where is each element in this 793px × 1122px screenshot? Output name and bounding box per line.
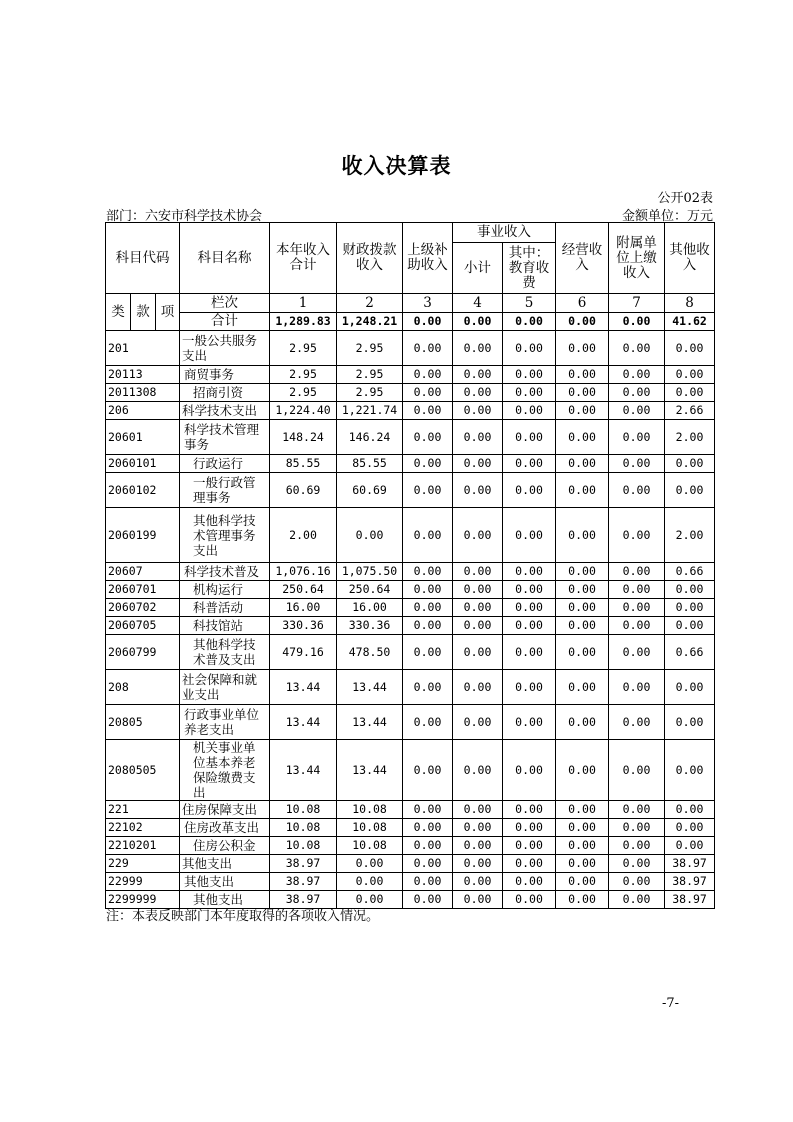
total-value: 0.00	[609, 313, 665, 331]
subject-name: 住房保障支出	[180, 801, 270, 819]
amount-cell: 2.00	[665, 508, 715, 563]
total-value: 0.00	[403, 313, 453, 331]
column-number: 7	[609, 294, 665, 313]
column-index-label: 栏次	[180, 294, 270, 313]
subject-code: 2060799	[106, 635, 180, 670]
amount-cell: 13.44	[270, 740, 337, 801]
header-affiliated-units: 附属单位上缴收入	[609, 223, 665, 294]
amount-cell: 0.00	[609, 599, 665, 617]
amount-cell: 85.55	[270, 455, 337, 473]
total-value: 0.00	[556, 313, 609, 331]
amount-cell: 0.00	[403, 599, 453, 617]
amount-cell: 0.00	[665, 801, 715, 819]
amount-cell: 0.00	[665, 705, 715, 740]
amount-cell: 0.00	[665, 599, 715, 617]
amount-cell: 0.00	[453, 508, 503, 563]
amount-cell: 478.50	[337, 635, 403, 670]
table-row	[106, 740, 715, 801]
amount-cell: 0.00	[453, 366, 503, 384]
total-value: 0.00	[453, 313, 503, 331]
subject-code: 20805	[106, 705, 180, 740]
amount-cell: 38.97	[270, 855, 337, 873]
subject-name: 一般行政管理事务	[180, 473, 270, 508]
amount-cell: 0.00	[609, 384, 665, 402]
form-number: 公开02表	[657, 191, 713, 206]
amount-cell: 0.00	[665, 331, 715, 366]
subject-code: 20113	[106, 366, 180, 384]
subject-name: 行政事业单位养老支出	[180, 705, 270, 740]
amount-cell: 0.00	[609, 801, 665, 819]
amount-cell: 0.00	[556, 384, 609, 402]
amount-cell: 0.00	[453, 873, 503, 891]
amount-cell: 0.00	[556, 855, 609, 873]
amount-cell: 0.00	[503, 563, 556, 581]
amount-cell: 250.64	[337, 581, 403, 599]
amount-cell: 0.00	[609, 581, 665, 599]
amount-cell: 13.44	[337, 705, 403, 740]
column-number: 8	[665, 294, 715, 313]
header-total-income: 本年收入合计	[270, 223, 337, 294]
subject-name: 其他支出	[180, 891, 270, 909]
amount-cell: 0.00	[453, 599, 503, 617]
amount-cell: 0.00	[665, 670, 715, 705]
amount-cell: 0.00	[609, 617, 665, 635]
subject-name: 其他科学技术普及支出	[180, 635, 270, 670]
subject-code: 201	[106, 331, 180, 366]
amount-cell: 0.00	[453, 384, 503, 402]
amount-cell: 38.97	[665, 855, 715, 873]
amount-cell: 0.00	[556, 473, 609, 508]
subject-code: 2060199	[106, 508, 180, 563]
header-other-income: 其他收入	[665, 223, 715, 294]
table-row	[106, 837, 715, 855]
amount-cell: 16.00	[337, 599, 403, 617]
amount-cell: 0.00	[665, 384, 715, 402]
amount-cell: 0.00	[665, 455, 715, 473]
amount-cell: 1,224.40	[270, 402, 337, 420]
subject-code: 20607	[106, 563, 180, 581]
header-lei: 类	[106, 294, 131, 331]
subject-code: 22999	[106, 873, 180, 891]
subject-name: 其他科学技术管理事务支出	[180, 508, 270, 563]
subject-name: 机构运行	[180, 581, 270, 599]
subject-code: 2080505	[106, 740, 180, 801]
amount-cell: 60.69	[337, 473, 403, 508]
subject-name: 科学技术支出	[180, 402, 270, 420]
amount-cell: 0.00	[665, 740, 715, 801]
amount-cell: 0.00	[556, 801, 609, 819]
amount-cell: 2.95	[270, 384, 337, 402]
amount-cell: 0.00	[453, 563, 503, 581]
amount-cell: 0.00	[556, 705, 609, 740]
amount-cell: 0.00	[453, 617, 503, 635]
subject-code: 22102	[106, 819, 180, 837]
amount-cell: 0.00	[403, 801, 453, 819]
amount-cell: 0.00	[403, 873, 453, 891]
header-kuan: 款	[131, 294, 156, 331]
amount-cell: 148.24	[270, 420, 337, 455]
amount-cell: 0.00	[403, 473, 453, 508]
amount-cell: 0.00	[665, 837, 715, 855]
column-number: 4	[453, 294, 503, 313]
amount-cell: 0.00	[403, 740, 453, 801]
total-row	[106, 313, 715, 331]
amount-unit-label: 金额单位：万元	[621, 209, 713, 224]
amount-cell: 0.00	[503, 508, 556, 563]
amount-cell: 0.00	[453, 420, 503, 455]
amount-cell: 10.08	[337, 819, 403, 837]
table-row	[106, 563, 715, 581]
amount-cell: 0.00	[609, 563, 665, 581]
amount-cell: 0.00	[453, 473, 503, 508]
amount-cell: 0.00	[403, 670, 453, 705]
amount-cell: 0.00	[556, 508, 609, 563]
column-number: 2	[337, 294, 403, 313]
amount-cell: 0.00	[337, 855, 403, 873]
subject-name: 住房公积金	[180, 837, 270, 855]
subject-name: 住房改革支出	[180, 819, 270, 837]
amount-cell: 0.00	[556, 635, 609, 670]
amount-cell: 0.00	[453, 331, 503, 366]
amount-cell: 0.00	[556, 599, 609, 617]
subject-code: 2060705	[106, 617, 180, 635]
amount-cell: 0.00	[609, 420, 665, 455]
amount-cell: 0.00	[556, 670, 609, 705]
table-row	[106, 617, 715, 635]
subject-code: 208	[106, 670, 180, 705]
amount-cell: 13.44	[270, 705, 337, 740]
amount-cell: 0.00	[453, 402, 503, 420]
amount-cell: 0.00	[556, 366, 609, 384]
amount-cell: 0.00	[503, 455, 556, 473]
subject-code: 2011308	[106, 384, 180, 402]
subject-name: 商贸事务	[180, 366, 270, 384]
table-row	[106, 599, 715, 617]
amount-cell: 0.00	[665, 581, 715, 599]
table-row	[106, 873, 715, 891]
amount-cell: 0.00	[337, 873, 403, 891]
table-row	[106, 705, 715, 740]
subject-code: 2299999	[106, 891, 180, 909]
header-subject-name: 科目名称	[180, 223, 270, 294]
amount-cell: 330.36	[337, 617, 403, 635]
subject-name: 科学技术管理事务	[180, 420, 270, 455]
amount-cell: 2.95	[270, 366, 337, 384]
amount-cell: 0.00	[503, 420, 556, 455]
total-value: 41.62	[665, 313, 715, 331]
amount-cell: 0.00	[556, 331, 609, 366]
department-label: 部门：六安市科学技术协会	[106, 209, 263, 224]
amount-cell: 0.00	[453, 740, 503, 801]
header-subtotal: 小计	[453, 243, 503, 294]
amount-cell: 1,075.50	[337, 563, 403, 581]
amount-cell: 0.00	[556, 837, 609, 855]
amount-cell: 0.00	[403, 855, 453, 873]
amount-cell: 0.00	[403, 705, 453, 740]
amount-cell: 0.00	[556, 873, 609, 891]
amount-cell: 0.00	[665, 366, 715, 384]
amount-cell: 2.66	[665, 402, 715, 420]
subject-name: 机关事业单位基本养老保险缴费支出	[180, 740, 270, 801]
amount-cell: 0.00	[453, 801, 503, 819]
amount-cell: 0.00	[556, 740, 609, 801]
amount-cell: 0.00	[503, 819, 556, 837]
amount-cell: 2.95	[337, 384, 403, 402]
subject-name: 招商引资	[180, 384, 270, 402]
column-number: 1	[270, 294, 337, 313]
subject-code: 2210201	[106, 837, 180, 855]
subject-code: 206	[106, 402, 180, 420]
amount-cell: 0.00	[609, 635, 665, 670]
amount-cell: 10.08	[337, 837, 403, 855]
table-row	[106, 366, 715, 384]
amount-cell: 0.00	[609, 819, 665, 837]
amount-cell: 13.44	[337, 740, 403, 801]
amount-cell: 38.97	[270, 891, 337, 909]
amount-cell: 38.97	[665, 873, 715, 891]
amount-cell: 0.00	[503, 384, 556, 402]
subject-name: 科学技术普及	[180, 563, 270, 581]
amount-cell: 0.00	[403, 563, 453, 581]
table-row	[106, 581, 715, 599]
table-row	[106, 855, 715, 873]
amount-cell: 0.00	[403, 402, 453, 420]
amount-cell: 0.00	[503, 331, 556, 366]
total-value: 0.00	[503, 313, 556, 331]
amount-cell: 0.66	[665, 635, 715, 670]
amount-cell: 0.00	[503, 617, 556, 635]
page-number: -7-	[662, 996, 680, 1011]
amount-cell: 0.00	[503, 891, 556, 909]
amount-cell: 2.00	[665, 420, 715, 455]
subject-code: 2060702	[106, 599, 180, 617]
amount-cell: 0.00	[609, 331, 665, 366]
amount-cell: 2.95	[337, 331, 403, 366]
table-row	[106, 670, 715, 705]
amount-cell: 0.00	[609, 366, 665, 384]
amount-cell: 0.00	[453, 819, 503, 837]
total-value: 1,248.21	[337, 313, 403, 331]
subject-name: 一般公共服务支出	[180, 331, 270, 366]
amount-cell: 0.00	[503, 837, 556, 855]
header-education-fees: 其中：教育收费	[503, 243, 556, 294]
amount-cell: 0.00	[403, 617, 453, 635]
amount-cell: 1,076.16	[270, 563, 337, 581]
amount-cell: 0.00	[556, 563, 609, 581]
column-number: 6	[556, 294, 609, 313]
amount-cell: 0.00	[453, 581, 503, 599]
subject-name: 其他支出	[180, 873, 270, 891]
amount-cell: 0.00	[403, 837, 453, 855]
amount-cell: 2.95	[270, 331, 337, 366]
table-row	[106, 801, 715, 819]
amount-cell: 0.00	[609, 891, 665, 909]
income-table	[105, 222, 715, 909]
amount-cell: 2.95	[337, 366, 403, 384]
amount-cell: 0.00	[503, 635, 556, 670]
amount-cell: 0.00	[609, 873, 665, 891]
amount-cell: 10.08	[337, 801, 403, 819]
amount-cell: 0.00	[403, 891, 453, 909]
table-row	[106, 384, 715, 402]
amount-cell: 0.00	[556, 420, 609, 455]
amount-cell: 16.00	[270, 599, 337, 617]
table-row	[106, 420, 715, 455]
amount-cell: 60.69	[270, 473, 337, 508]
amount-cell: 146.24	[337, 420, 403, 455]
amount-cell: 0.00	[453, 635, 503, 670]
amount-cell: 0.00	[556, 581, 609, 599]
amount-cell: 0.00	[609, 670, 665, 705]
subject-name: 科普活动	[180, 599, 270, 617]
amount-cell: 0.00	[403, 366, 453, 384]
column-number: 3	[403, 294, 453, 313]
total-label: 合计	[180, 313, 270, 331]
amount-cell: 0.00	[609, 402, 665, 420]
table-row	[106, 473, 715, 508]
amount-cell: 0.00	[453, 837, 503, 855]
amount-cell: 0.00	[556, 819, 609, 837]
amount-cell: 0.00	[453, 891, 503, 909]
amount-cell: 0.00	[503, 705, 556, 740]
subject-name: 行政运行	[180, 455, 270, 473]
header-superior-subsidy: 上级补助收入	[403, 223, 453, 294]
header-subject-code: 科目代码	[106, 223, 180, 294]
subject-code: 20601	[106, 420, 180, 455]
amount-cell: 0.00	[609, 837, 665, 855]
subject-code: 229	[106, 855, 180, 873]
amount-cell: 0.00	[403, 508, 453, 563]
amount-cell: 0.00	[609, 855, 665, 873]
amount-cell: 0.00	[556, 455, 609, 473]
subject-name: 社会保障和就业支出	[180, 670, 270, 705]
amount-cell: 0.00	[665, 473, 715, 508]
amount-cell: 0.00	[503, 670, 556, 705]
amount-cell: 10.08	[270, 819, 337, 837]
amount-cell: 0.00	[403, 420, 453, 455]
table-row	[106, 635, 715, 670]
amount-cell: 0.00	[403, 384, 453, 402]
amount-cell: 0.00	[453, 705, 503, 740]
header-business-income: 事业收入	[453, 223, 556, 243]
amount-cell: 0.00	[403, 819, 453, 837]
table-row	[106, 455, 715, 473]
amount-cell: 0.00	[453, 855, 503, 873]
amount-cell: 0.00	[453, 670, 503, 705]
amount-cell: 2.00	[270, 508, 337, 563]
subject-name: 科技馆站	[180, 617, 270, 635]
amount-cell: 0.00	[503, 473, 556, 508]
subject-code: 2060701	[106, 581, 180, 599]
amount-cell: 0.00	[665, 617, 715, 635]
amount-cell: 0.00	[403, 635, 453, 670]
header-xiang: 项	[156, 294, 180, 331]
header-fiscal-appropriation: 财政拨款收入	[337, 223, 403, 294]
amount-cell: 0.00	[609, 705, 665, 740]
amount-cell: 0.00	[503, 402, 556, 420]
page-title: 收入决算表	[341, 154, 452, 178]
amount-cell: 13.44	[270, 670, 337, 705]
subject-code: 2060102	[106, 473, 180, 508]
amount-cell: 0.00	[609, 740, 665, 801]
amount-cell: 0.00	[337, 891, 403, 909]
subject-code: 2060101	[106, 455, 180, 473]
amount-cell: 38.97	[665, 891, 715, 909]
amount-cell: 1,221.74	[337, 402, 403, 420]
amount-cell: 0.00	[337, 508, 403, 563]
amount-cell: 0.00	[403, 331, 453, 366]
amount-cell: 10.08	[270, 801, 337, 819]
amount-cell: 0.00	[609, 473, 665, 508]
table-row	[106, 331, 715, 366]
header-operating-income: 经营收入	[556, 223, 609, 294]
amount-cell: 38.97	[270, 873, 337, 891]
amount-cell: 0.00	[453, 455, 503, 473]
amount-cell: 0.00	[556, 402, 609, 420]
amount-cell: 0.00	[503, 801, 556, 819]
amount-cell: 0.00	[503, 740, 556, 801]
amount-cell: 0.00	[503, 599, 556, 617]
amount-cell: 330.36	[270, 617, 337, 635]
amount-cell: 13.44	[337, 670, 403, 705]
amount-cell: 0.00	[556, 617, 609, 635]
subject-name: 其他支出	[180, 855, 270, 873]
amount-cell: 0.00	[503, 366, 556, 384]
amount-cell: 0.00	[665, 819, 715, 837]
table-row	[106, 402, 715, 420]
amount-cell: 479.16	[270, 635, 337, 670]
amount-cell: 250.64	[270, 581, 337, 599]
amount-cell: 0.00	[556, 891, 609, 909]
amount-cell: 0.00	[503, 873, 556, 891]
amount-cell: 85.55	[337, 455, 403, 473]
amount-cell: 0.00	[609, 508, 665, 563]
amount-cell: 0.00	[503, 581, 556, 599]
subject-code: 221	[106, 801, 180, 819]
total-value: 1,289.83	[270, 313, 337, 331]
table-row	[106, 819, 715, 837]
amount-cell: 0.00	[609, 455, 665, 473]
column-number: 5	[503, 294, 556, 313]
amount-cell: 0.00	[403, 455, 453, 473]
amount-cell: 0.00	[403, 581, 453, 599]
amount-cell: 10.08	[270, 837, 337, 855]
footnote: 注：本表反映部门本年度取得的各项收入情况。	[106, 909, 380, 924]
table-row	[106, 508, 715, 563]
amount-cell: 0.66	[665, 563, 715, 581]
amount-cell: 0.00	[503, 855, 556, 873]
